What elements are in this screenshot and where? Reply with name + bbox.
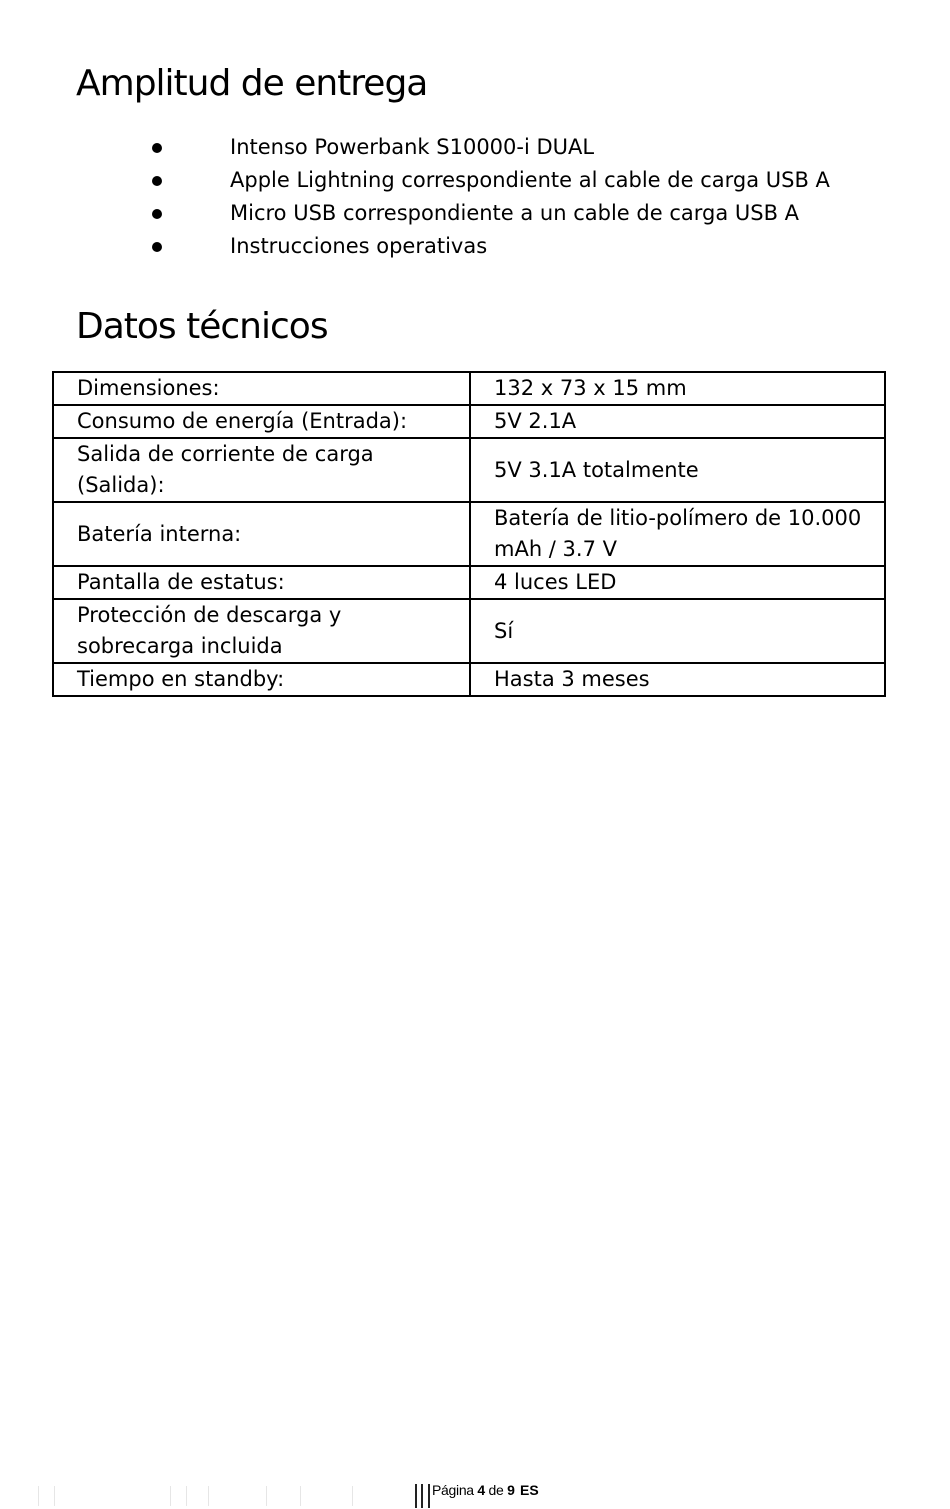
spec-label: Batería interna: xyxy=(53,502,470,566)
section-title-contents: Amplitud de entrega xyxy=(76,63,428,104)
table-row xyxy=(53,599,885,663)
spec-label: Salida de corriente de carga (Salida): xyxy=(53,438,470,502)
table-row xyxy=(53,663,885,696)
scan-artifact xyxy=(38,1486,39,1506)
scan-artifact xyxy=(415,1484,417,1508)
specs-table xyxy=(52,371,886,697)
list-item xyxy=(0,131,900,164)
contents-list xyxy=(0,131,900,263)
list-item-text: Intenso Powerbank S10000-i DUAL xyxy=(230,135,595,159)
spec-value: Hasta 3 meses xyxy=(470,663,885,696)
scan-artifact xyxy=(266,1486,267,1506)
list-item-text: Instrucciones operativas xyxy=(230,234,488,258)
scan-artifact xyxy=(428,1484,430,1508)
spec-value: 4 luces LED xyxy=(470,566,885,599)
list-item xyxy=(0,197,900,230)
list-item xyxy=(0,164,900,197)
scan-artifact xyxy=(300,1486,301,1506)
language-code: ES xyxy=(520,1482,539,1498)
spec-value: Batería de litio-polímero de 10.000 mAh / 3.7 V xyxy=(470,502,885,566)
bullet-icon xyxy=(152,143,162,153)
table-row xyxy=(53,405,885,438)
table-row xyxy=(53,438,885,502)
table-row xyxy=(53,372,885,405)
bullet-icon xyxy=(152,176,162,186)
bullet-icon xyxy=(152,209,162,219)
bullet-icon xyxy=(152,242,162,252)
spec-label: Protección de descarga y sobrecarga incluida xyxy=(53,599,470,663)
spec-label: Dimensiones: xyxy=(53,372,470,405)
page-footer xyxy=(0,1480,950,1509)
spec-value: Sí xyxy=(470,599,885,663)
table-row xyxy=(53,566,885,599)
spec-label: Tiempo en standby: xyxy=(53,663,470,696)
scan-artifact xyxy=(54,1486,55,1506)
scan-artifact xyxy=(208,1486,209,1506)
list-item xyxy=(0,230,900,263)
scan-artifact xyxy=(352,1486,353,1506)
table-row xyxy=(53,502,885,566)
spec-label: Pantalla de estatus: xyxy=(53,566,470,599)
list-item-text: Micro USB correspondiente a un cable de carga USB A xyxy=(230,201,800,225)
page-number: Página 4 de 9 xyxy=(432,1482,515,1498)
scan-artifact xyxy=(421,1484,423,1508)
spec-label: Consumo de energía (Entrada): xyxy=(53,405,470,438)
scan-artifact xyxy=(186,1486,187,1506)
spec-value: 5V 3.1A totalmente xyxy=(470,438,885,502)
scan-artifact xyxy=(170,1486,171,1506)
spec-value: 5V 2.1A xyxy=(470,405,885,438)
spec-value: 132 x 73 x 15 mm xyxy=(470,372,885,405)
section-title-technical: Datos técnicos xyxy=(76,306,328,347)
list-item-text: Apple Lightning correspondiente al cable de carga USB A xyxy=(230,168,830,192)
